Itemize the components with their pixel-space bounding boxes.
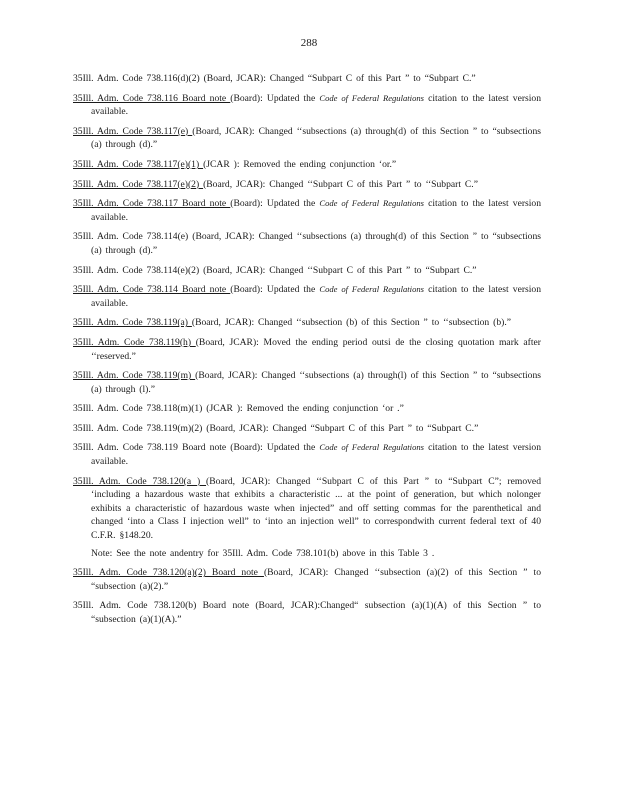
entry-text-continued: citation to the latest version available. [91, 442, 542, 468]
amendment-entry [73, 158, 541, 172]
entry-citation: 35Ill. Adm. Code 738.120(a ) [73, 475, 207, 487]
amendment-entry [73, 92, 541, 119]
entry-text: (Board, JCAR): Changed ‘‘subsection (b) of this Section ” to ‘‘subsection (b).” [191, 317, 511, 329]
amendment-entry [73, 283, 541, 310]
amendment-entry [73, 422, 541, 436]
entry-text-continued: citation to the latest version available. [91, 198, 542, 223]
entry-text: (Board): Updated the [230, 198, 320, 210]
entry-text: (JCAR ): Removed the ending conjunction ‘or.” [203, 158, 397, 170]
amendment-entry [73, 441, 541, 468]
entry-citation: 35Ill. Adm. Code 738.117 Board note [73, 198, 231, 210]
table-entries [73, 72, 541, 633]
entry-text-continued: citation to the latest version available. [91, 284, 542, 309]
entry-text: (Board, JCAR): Changed ‘‘subsections (a) through(d) of this Section ” to “subsections (a) through (d).” [91, 125, 542, 151]
entry-text: (Board, JCAR):Changed“ subsection (a)(1)(A) of this Section ” to “subsection (a)(1)(A).” [91, 600, 541, 625]
amendment-entry [73, 336, 541, 363]
amendment-entry [73, 316, 541, 330]
amendment-entry [73, 72, 541, 86]
amendment-entry [73, 369, 541, 396]
entry-text: (Board, JCAR): Moved the ending period outsi de the closing quotation mark after ‘‘reserved.” [91, 336, 541, 362]
entry-text: (Board, JCAR): Changed ‘‘Subpart C of this Part ” to “Subpart C”; removed ‘including a hazardous waste that exhibits a characteristic ... at the point of generation, but which nolonger exhibits a characteristic of hazardous waste when injected” and off setting commas for the parenthetical and changed ‘into a Class I injection well” to ‘into an injection well” to correspondwith current federal text of 40 C.F.R. §148.20. [91, 475, 541, 542]
entry-list-after [73, 566, 541, 626]
entry-text: (JCAR ): Removed the ending conjunction ‘or .” [202, 403, 404, 415]
entry-italic-title: Code of Federal Regulations [319, 92, 425, 103]
amendment-entry [73, 197, 541, 224]
entry-citation: 35Ill. Adm. Code 738.117(e)(1) [73, 158, 204, 170]
entry-list [73, 72, 541, 543]
entry-text: (Board, JCAR): Changed “Subpart C of this Part ” to “Subpart C.” [199, 73, 476, 84]
entry-citation: 35Ill. Adm. Code 738.119(h) [73, 336, 196, 348]
entry-citation: 35Ill. Adm. Code 738.116 Board note [73, 92, 231, 104]
entry-text: (Board, JCAR): Changed ‘‘subsections (a) through(l) of this Section ” to “subsections (a) through (l).” [91, 370, 541, 395]
entry-citation: 35Ill. Adm. Code 738.119(a) [73, 317, 192, 329]
entry-citation: 35Ill. Adm. Code 738.114(e) [73, 231, 189, 243]
amendment-entry [73, 178, 541, 192]
entry-citation: 35Ill. Adm. Code 738.120(a)(2) Board note [73, 567, 264, 579]
amendment-entry [73, 475, 541, 543]
entry-italic-title: Code of Federal Regulations [319, 442, 425, 453]
amendment-entry [73, 566, 541, 593]
entry-text: (Board, JCAR): Changed ‘‘subsections (a) through(d) of this Section ” to “subsections (a) through (d).” [91, 231, 541, 256]
entry-citation: 35Ill. Adm. Code 738.120(b) Board note [73, 600, 249, 612]
amendment-entry [73, 125, 541, 152]
entry-citation: 35Ill. Adm. Code 738.119(m) [73, 370, 196, 382]
entry-text: (Board): Updated the [226, 442, 320, 454]
entry-citation: 35Ill. Adm. Code 738.114 Board note [73, 284, 231, 296]
entry-text: (Board, JCAR): Changed ‘‘Subpart C of this Part ” to “Subpart C.” [199, 264, 477, 276]
entry-text-continued: citation to the latest version available. [91, 92, 542, 118]
amendment-entry [73, 402, 541, 416]
entry-citation: 35Ill. Adm. Code 738.118(m)(1) [73, 403, 203, 415]
page-number: 288 [300, 37, 318, 49]
entry-citation: 35Ill. Adm. Code 738.117(e)(2) [73, 178, 204, 190]
entry-italic-title: Code of Federal Regulations [319, 198, 425, 209]
entry-citation: 35Ill. Adm. Code 738.119 Board note [73, 442, 227, 454]
entry-italic-title: Code of Federal Regulations [319, 284, 425, 295]
table-note: Note: See the note andentry for 35Ill. Adm. Code 738.101(b) above in this Table 3 . [91, 547, 435, 559]
entry-text: (Board, JCAR): Changed ‘‘Subpart C of this Part ” to ‘‘Subpart C.” [203, 178, 478, 190]
entry-citation: 35Ill. Adm. Code 738.116(d)(2) [73, 73, 200, 84]
entry-text: (Board, JCAR): Changed “Subpart C of this Part ” to “Subpart C.” [202, 422, 479, 434]
entry-citation: 35Ill. Adm. Code 738.114(e)(2) [73, 264, 200, 276]
entry-text: (Board): Updated the [230, 92, 320, 104]
amendment-entry [73, 264, 541, 278]
entry-text: (Board): Updated the [230, 284, 320, 296]
entry-citation: 35Ill. Adm. Code 738.119(m)(2) [73, 422, 203, 434]
entry-text: (Board, JCAR): Changed ‘‘subsection (a)(2) of this Section ” to “subsection (a)(2).” [91, 567, 541, 592]
amendment-entry [73, 599, 541, 626]
amendment-entry [73, 230, 541, 257]
entry-citation: 35Ill. Adm. Code 738.117(e) [73, 125, 193, 137]
